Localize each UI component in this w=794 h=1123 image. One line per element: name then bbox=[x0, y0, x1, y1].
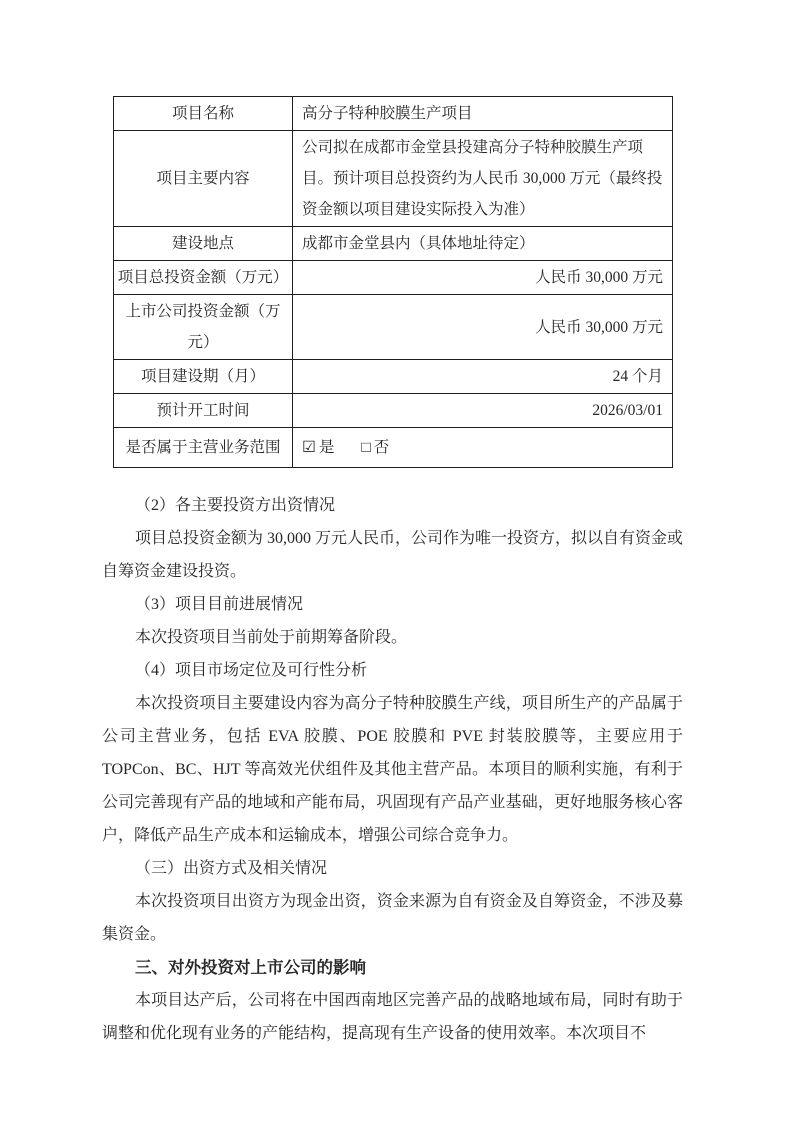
paragraph-progress-status: 本次投资项目当前处于前期筹备阶段。 bbox=[135, 629, 408, 646]
field-label: 项目名称 bbox=[114, 97, 293, 131]
field-label: 是否属于主营业务范围 bbox=[114, 428, 293, 468]
field-value: 24 个月 bbox=[293, 360, 673, 394]
subheading-contribution-method: （三）出资方式及相关情况 bbox=[135, 860, 328, 877]
field-value-checkboxes bbox=[293, 428, 673, 468]
checkbox-checked-icon: ☑ bbox=[302, 439, 316, 456]
option-no-label: 否 bbox=[373, 439, 390, 456]
field-label: 预计开工时间 bbox=[114, 394, 293, 428]
field-value: 高分子特种胶膜生产项目 bbox=[293, 97, 673, 131]
project-info-table bbox=[113, 96, 673, 468]
row-project-name bbox=[114, 97, 673, 131]
subheading-project-progress: （3）项目目前进展情况 bbox=[135, 596, 304, 613]
paragraph-funding-source: 本次投资项目出资方为现金出资，资金来源为自有资金及自筹资金，不涉及募集资金。 bbox=[102, 893, 683, 943]
row-main-content bbox=[114, 131, 673, 227]
field-value: 公司拟在成都市金堂县投建高分子特种胶膜生产项目。预计项目总投资约为人民币 30,000 万元（最终投资金额以项目建设实际投入为准） bbox=[293, 131, 673, 227]
paragraph-investment-amount: 项目总投资金额为 30,000 万元人民币，公司作为唯一投资方，拟以自有资金或自筹资金建设投资。 bbox=[102, 530, 684, 580]
subheading-market-positioning: （4）项目市场定位及可行性分析 bbox=[135, 662, 368, 679]
row-main-business-scope bbox=[114, 428, 673, 468]
field-label: 项目建设期（月） bbox=[114, 360, 293, 394]
paragraph-feasibility-analysis: 本次投资项目主要建设内容为高分子特种胶膜生产线，项目所生产的产品属于公司主营业务，包括 EVA 胶膜、POE 胶膜和 PVE 封装胶膜等，主要应用于 TOPCon、BC、HJT 等高效光伏组件及其他主营产品。本项目的顺利实施，有利于公司完善现有产品的地域和产能布局，巩固现有产品产业基础，更好地服务核心客户，降低产品生产成本和运输成本，增强公司综合竞争力。 bbox=[102, 695, 683, 844]
field-label: 项目主要内容 bbox=[114, 131, 293, 227]
paragraph-impact-description: 本项目达产后，公司将在中国西南地区完善产品的战略地域布局，同时有助于调整和优化现有业务的产能结构，提高现有生产设备的使用效率。本次项目不 bbox=[102, 992, 683, 1042]
option-yes-label: 是 bbox=[318, 439, 335, 456]
field-value: 人民币 30,000 万元 bbox=[293, 295, 673, 360]
row-construction-period bbox=[114, 360, 673, 394]
section-heading-impact-on-company: 三、对外投资对上市公司的影响 bbox=[135, 958, 366, 977]
subheading-investor-contributions: （2）各主要投资方出资情况 bbox=[135, 497, 336, 514]
option-no bbox=[361, 439, 389, 456]
field-label: 建设地点 bbox=[114, 227, 293, 261]
field-value: 2026/03/01 bbox=[293, 394, 673, 428]
field-label: 项目总投资金额（万元） bbox=[114, 261, 293, 295]
document-body bbox=[102, 489, 683, 1050]
row-construction-location bbox=[114, 227, 673, 261]
field-value: 人民币 30,000 万元 bbox=[293, 261, 673, 295]
row-planned-start-date bbox=[114, 394, 673, 428]
row-total-investment bbox=[114, 261, 673, 295]
checkbox-unchecked-icon: □ bbox=[361, 439, 371, 456]
field-value: 成都市金堂县内（具体地址待定） bbox=[293, 227, 673, 261]
option-yes bbox=[302, 439, 334, 456]
field-label: 上市公司投资金额（万元） bbox=[114, 295, 293, 360]
row-listed-company-investment bbox=[114, 295, 673, 360]
